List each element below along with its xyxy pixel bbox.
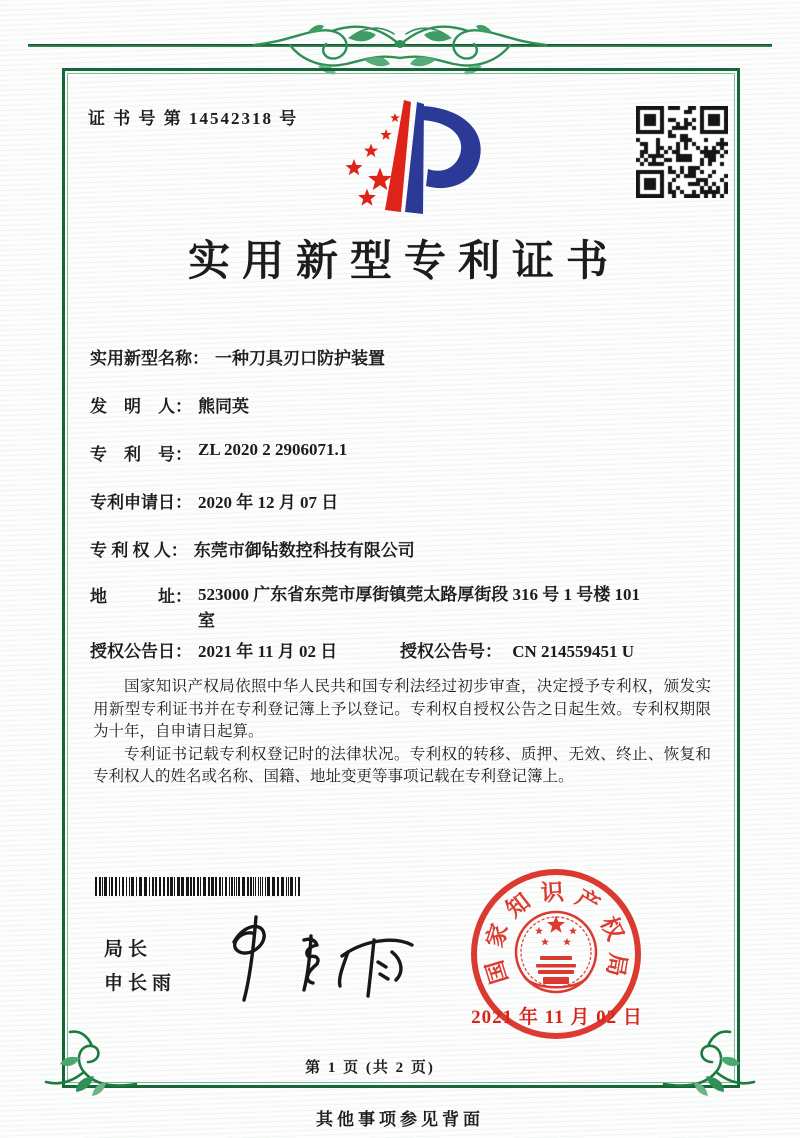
field-row-patent-no <box>90 440 722 465</box>
svg-text:知: 知 <box>501 888 535 923</box>
field-row-grant <box>90 637 722 662</box>
field-label: 授权公告日： <box>90 642 192 661</box>
cnipa-logo <box>338 94 503 220</box>
field-value: 2021 年 11 月 02 日 <box>198 642 338 661</box>
field-label: 专 利 权 人： <box>90 541 188 560</box>
field-label: 发 明 人： <box>90 397 192 416</box>
svg-text:权: 权 <box>595 912 629 945</box>
field-value: 一种刀具刃口防护装置 <box>215 349 385 368</box>
field-row-name <box>90 344 722 369</box>
field-value: ZL 2020 2 2906071.1 <box>198 440 348 459</box>
field-value: 2020 年 12 月 07 日 <box>198 493 339 512</box>
page-number: 第 1 页 (共 2 页) <box>305 1060 435 1076</box>
seal-national-emblem <box>516 912 596 992</box>
legal-paragraph-1: 国家知识产权局依照中华人民共和国专利法经过初步审查，决定授予专利权，颁发实用新型专利证书并在专利登记簿上予以登记。专利权自授权公告之日起生效。专利权期限为十年，自申请日起算。 <box>93 678 711 740</box>
field-row-filing-date <box>90 488 722 513</box>
seal-date: 2021 年 11 月 02 日 <box>471 1007 643 1028</box>
field-label: 授权公告号： <box>400 642 502 661</box>
grant-no-pair <box>400 637 634 662</box>
address-line-1: 523000 广东省东莞市厚街镇莞太路厚街段 316 号 1 号楼 101 <box>198 585 640 604</box>
field-row-address <box>90 582 722 634</box>
director-signature <box>216 912 426 1012</box>
certificate-title: 实用新型专利证书 <box>187 239 620 285</box>
svg-text:国: 国 <box>481 957 513 987</box>
field-label: 地 址： <box>90 587 192 606</box>
director-name: 申长雨 <box>104 973 177 994</box>
director-title: 局长 <box>104 939 153 960</box>
certificate-number: 证 书 号 第 14542318 号 <box>88 109 299 128</box>
field-row-inventor <box>90 392 722 417</box>
field-value: 熊同英 <box>198 397 249 416</box>
field-row-patentee <box>90 536 722 561</box>
field-label: 专 利 号： <box>90 445 192 464</box>
address-line-2: 室 <box>198 611 215 630</box>
legal-body-text <box>93 676 711 789</box>
svg-text:家: 家 <box>482 920 513 951</box>
barcode <box>95 877 305 896</box>
back-side-note: 其他事项参见背面 <box>316 1110 484 1129</box>
legal-paragraph-2: 专利证书记载专利权登记时的法律状况。专利权的转移、质押、无效、终止、恢复和专利权人的姓名或名称、国籍、地址变更等事项记载在专利登记簿上。 <box>93 745 711 785</box>
field-label: 专利申请日： <box>90 493 192 512</box>
svg-text:产: 产 <box>571 884 604 919</box>
field-value <box>198 582 640 634</box>
field-value: 东莞市御钻数控科技有限公司 <box>193 541 415 560</box>
field-label: 实用新型名称： <box>90 349 209 368</box>
qr-code <box>636 106 728 198</box>
svg-text:识: 识 <box>539 879 565 906</box>
field-value: CN 214559451 U <box>512 642 635 661</box>
svg-text:局: 局 <box>602 951 631 979</box>
logo-blue-bowl <box>420 106 481 188</box>
